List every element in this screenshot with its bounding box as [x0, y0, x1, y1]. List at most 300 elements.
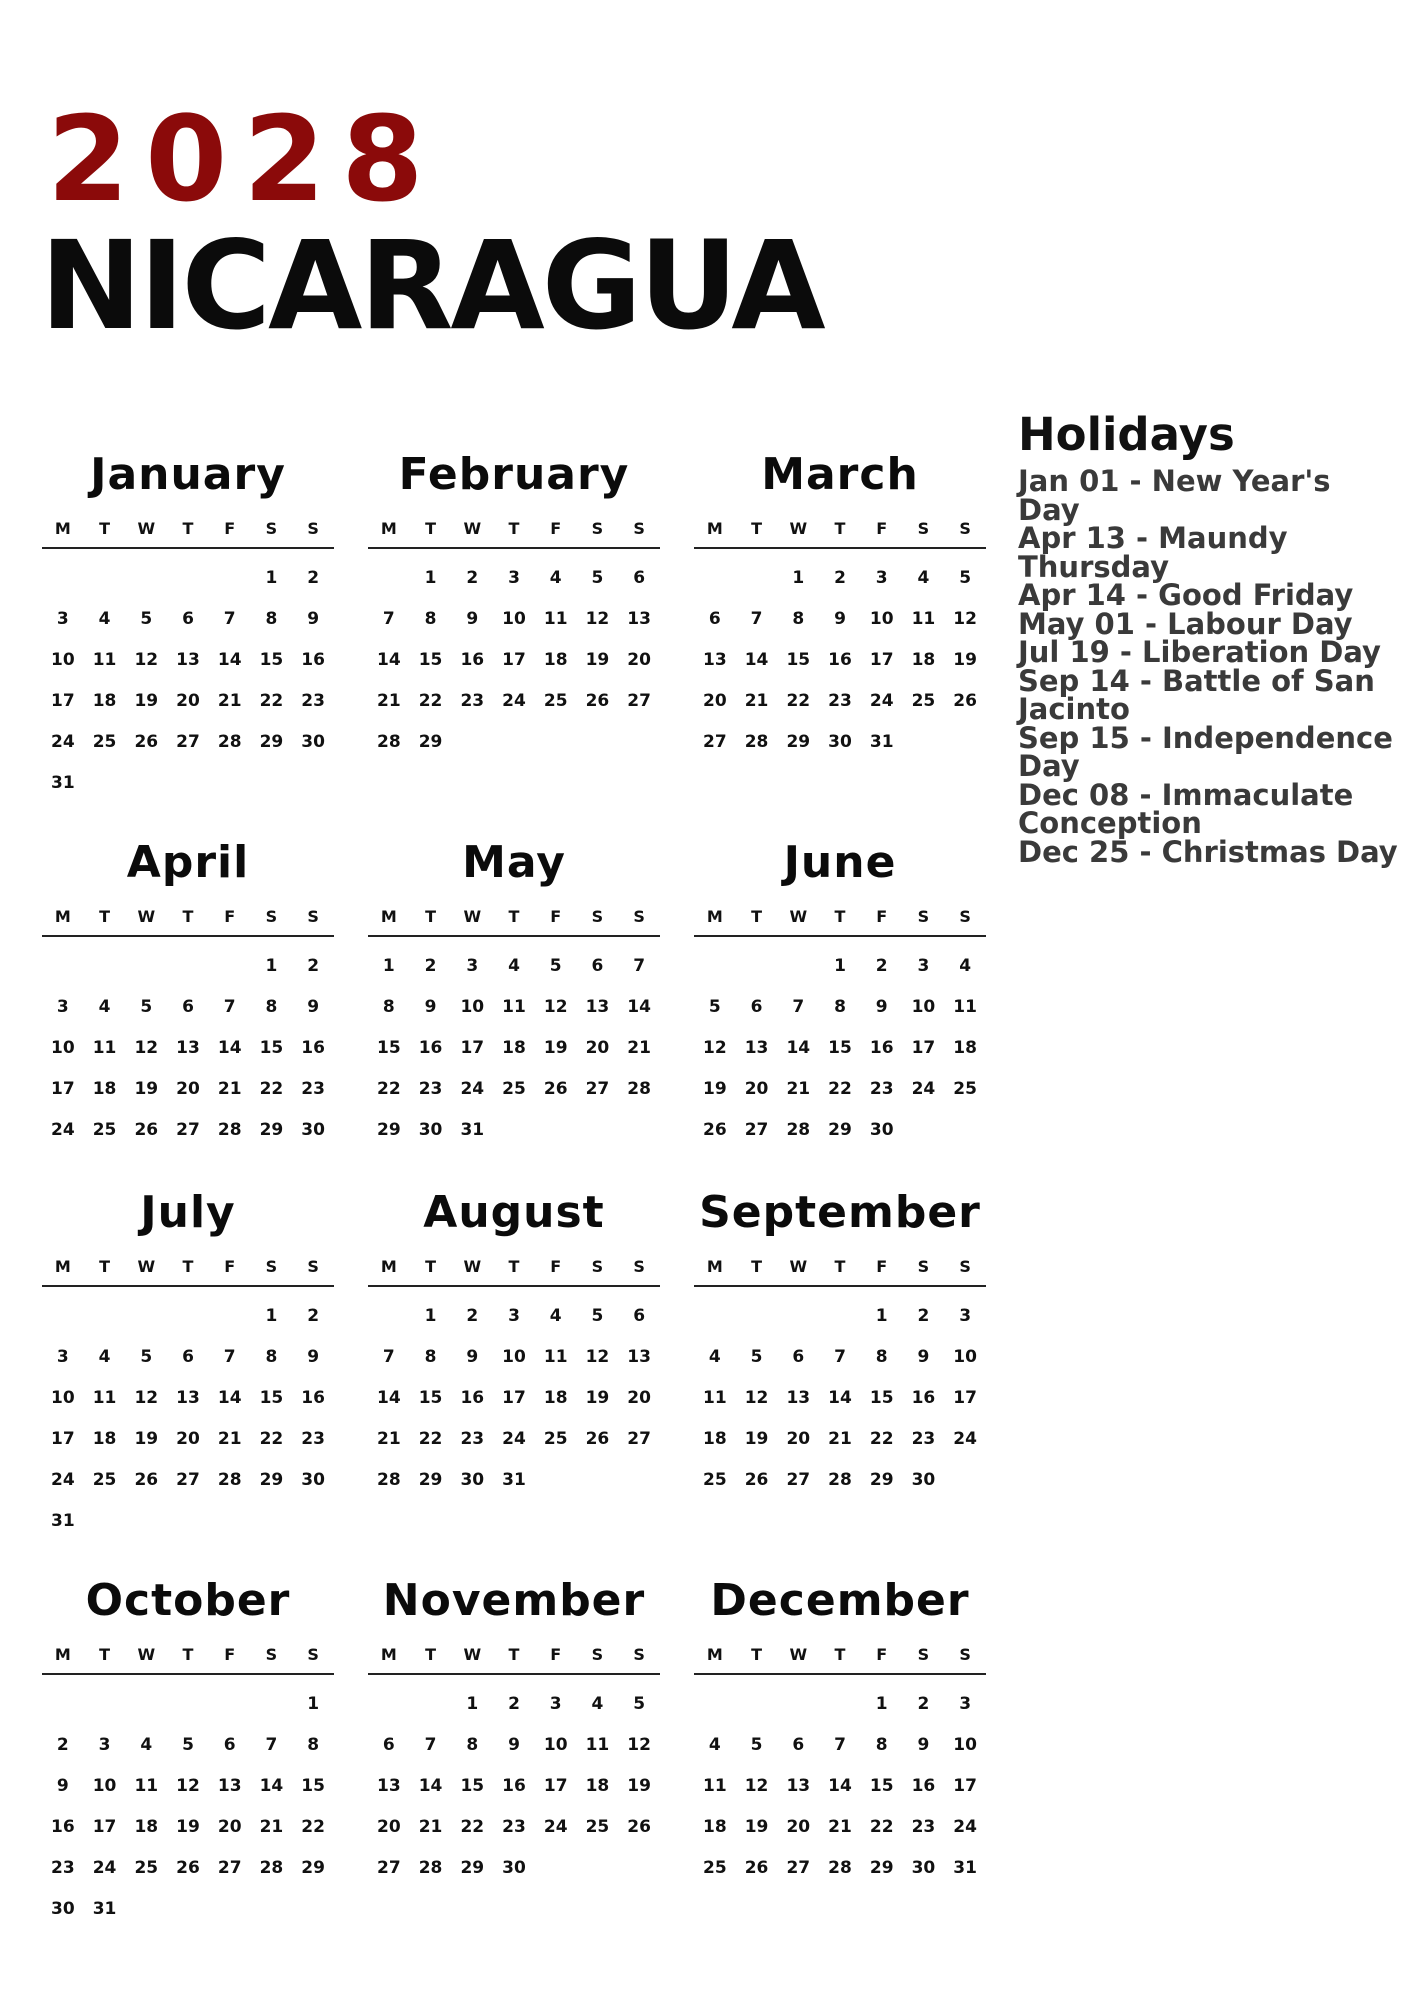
weekday-header — [694, 1247, 986, 1287]
day-cell: 26 — [134, 1469, 159, 1490]
weekday-header — [368, 897, 660, 937]
day-cell: 8 — [424, 1346, 437, 1367]
day-cell: 25 — [703, 1469, 727, 1490]
day-cell: 22 — [786, 690, 811, 711]
day-cell: 10 — [502, 608, 526, 629]
day-cell: 9 — [56, 1775, 69, 1796]
day-cell: 18 — [911, 649, 936, 670]
day-cell: 26 — [134, 731, 159, 752]
day-cell: 14 — [259, 1775, 284, 1796]
weekday-label: W — [137, 1644, 156, 1664]
day-cell: 21 — [828, 1816, 852, 1837]
day-cell: 23 — [911, 1816, 936, 1837]
holiday-item: Dec 25 - Christmas Day — [1018, 834, 1398, 869]
day-cell: 29 — [301, 1857, 325, 1878]
weekday-label: F — [550, 906, 562, 926]
day-grid — [368, 945, 660, 1150]
day-cell: 8 — [466, 1734, 479, 1755]
day-cell: 28 — [828, 1857, 852, 1878]
day-cell: 9 — [466, 1346, 479, 1367]
day-cell: 2 — [917, 1305, 930, 1326]
weekday-header — [368, 1247, 660, 1287]
weekday-label: M — [706, 1256, 723, 1276]
day-cell: 2 — [466, 1305, 479, 1326]
weekday-label: T — [182, 518, 194, 538]
weekday-label: T — [508, 906, 520, 926]
weekday-label: S — [959, 1644, 971, 1664]
day-cell: 7 — [223, 996, 236, 1017]
day-cell: 25 — [92, 1119, 117, 1140]
day-cell: 16 — [51, 1816, 75, 1837]
day-cell: 5 — [591, 1305, 604, 1326]
day-cell: 5 — [708, 996, 721, 1017]
day-cell: 27 — [627, 690, 651, 711]
day-cell: 1 — [875, 1305, 888, 1326]
day-cell: 20 — [786, 1816, 811, 1837]
day-cell: 9 — [424, 996, 437, 1017]
weekday-header — [368, 1635, 660, 1675]
day-cell: 29 — [418, 1469, 443, 1490]
weekday-label: M — [380, 1644, 397, 1664]
day-cell: 23 — [301, 1428, 325, 1449]
weekday-label: T — [751, 1644, 763, 1664]
weekday-label: T — [99, 1256, 111, 1276]
day-cell: 5 — [140, 608, 153, 629]
day-cell: 28 — [786, 1119, 811, 1140]
day-cell: 24 — [460, 1078, 485, 1099]
day-cell: 8 — [834, 996, 846, 1017]
weekday-label: S — [265, 518, 278, 538]
day-cell: 2 — [834, 567, 846, 588]
day-cell: 13 — [744, 1037, 769, 1058]
day-cell: 22 — [869, 1428, 894, 1449]
day-cell: 20 — [377, 1816, 401, 1837]
day-cell: 16 — [828, 649, 852, 670]
day-cell: 11 — [703, 1775, 727, 1796]
weekday-label: M — [706, 906, 723, 926]
weekday-label: W — [463, 1256, 482, 1276]
day-cell: 17 — [51, 1078, 75, 1099]
day-cell: 1 — [424, 1305, 437, 1326]
day-cell: 30 — [51, 1898, 75, 1919]
day-cell: 9 — [875, 996, 888, 1017]
weekday-label: W — [789, 906, 808, 926]
weekday-label: T — [834, 1256, 846, 1276]
day-cell: 30 — [301, 1469, 325, 1490]
weekday-label: M — [706, 1644, 723, 1664]
day-cell: 4 — [549, 567, 562, 588]
day-cell: 25 — [543, 1428, 568, 1449]
day-cell: 2 — [307, 955, 320, 976]
day-cell: 13 — [627, 608, 651, 629]
weekday-label: F — [550, 518, 562, 538]
day-cell: 29 — [418, 731, 443, 752]
day-cell: 17 — [911, 1037, 936, 1058]
day-cell: 11 — [92, 1387, 117, 1408]
day-cell: 10 — [51, 649, 75, 670]
day-cell: 15 — [259, 649, 284, 670]
day-cell: 3 — [549, 1693, 562, 1714]
day-cell: 12 — [953, 608, 977, 629]
day-cell: 17 — [92, 1816, 117, 1837]
day-cell: 3 — [959, 1305, 972, 1326]
day-cell: 7 — [382, 1346, 395, 1367]
weekday-label: S — [265, 906, 278, 926]
day-cell: 27 — [176, 1469, 200, 1490]
day-cell: 1 — [265, 567, 278, 588]
day-cell: 18 — [92, 1428, 117, 1449]
day-cell: 25 — [585, 1816, 610, 1837]
day-cell: 12 — [176, 1775, 200, 1796]
weekday-label: M — [706, 518, 723, 538]
day-cell: 12 — [134, 1387, 159, 1408]
day-cell: 20 — [176, 1428, 200, 1449]
day-cell: 22 — [301, 1816, 325, 1837]
day-cell: 22 — [460, 1816, 485, 1837]
day-cell: 26 — [543, 1078, 568, 1099]
day-cell: 16 — [911, 1775, 936, 1796]
day-cell: 20 — [585, 1037, 610, 1058]
day-cell: 3 — [56, 608, 69, 629]
day-cell: 30 — [301, 731, 325, 752]
day-cell: 9 — [307, 608, 320, 629]
day-cell: 28 — [418, 1857, 443, 1878]
day-cell: 30 — [911, 1857, 936, 1878]
day-cell: 13 — [176, 1037, 200, 1058]
day-cell: 30 — [911, 1469, 936, 1490]
day-cell: 9 — [508, 1734, 520, 1755]
day-cell: 15 — [869, 1387, 894, 1408]
day-grid — [368, 1295, 660, 1500]
day-cell: 8 — [265, 996, 278, 1017]
day-cell: 27 — [217, 1857, 242, 1878]
weekday-label: F — [224, 1256, 236, 1276]
weekday-label: T — [425, 1644, 437, 1664]
weekday-label: T — [99, 1644, 111, 1664]
day-cell: 19 — [744, 1428, 769, 1449]
day-cell: 23 — [51, 1857, 75, 1878]
weekday-label: W — [789, 1644, 808, 1664]
day-cell: 13 — [786, 1775, 811, 1796]
day-cell: 8 — [382, 996, 395, 1017]
day-cell: 17 — [460, 1037, 485, 1058]
month-name: May — [462, 837, 566, 888]
day-cell: 29 — [259, 731, 284, 752]
day-cell: 10 — [92, 1775, 117, 1796]
day-cell: 26 — [627, 1816, 651, 1837]
day-cell: 4 — [549, 1305, 562, 1326]
day-cell: 31 — [869, 731, 894, 752]
day-cell: 16 — [460, 1387, 485, 1408]
day-cell: 3 — [466, 955, 479, 976]
day-cell: 16 — [301, 649, 325, 670]
day-cell: 19 — [585, 649, 610, 670]
day-cell: 3 — [917, 955, 930, 976]
day-cell: 25 — [543, 690, 568, 711]
weekday-label: F — [224, 1644, 236, 1664]
day-cell: 1 — [307, 1693, 320, 1714]
day-cell: 24 — [869, 690, 894, 711]
day-grid — [42, 1295, 334, 1541]
day-grid — [368, 557, 660, 762]
day-cell: 13 — [377, 1775, 401, 1796]
day-cell: 14 — [418, 1775, 443, 1796]
day-cell: 11 — [502, 996, 526, 1017]
day-cell: 1 — [834, 955, 846, 976]
weekday-label: S — [633, 518, 645, 538]
weekday-label: W — [789, 518, 808, 538]
day-cell: 8 — [875, 1346, 888, 1367]
weekday-label: F — [224, 518, 236, 538]
day-cell: 17 — [502, 649, 526, 670]
weekday-label: T — [99, 906, 111, 926]
day-cell: 29 — [259, 1469, 284, 1490]
day-cell: 30 — [828, 731, 852, 752]
day-cell: 5 — [750, 1346, 763, 1367]
day-cell: 21 — [418, 1816, 443, 1837]
day-cell: 1 — [424, 567, 437, 588]
day-cell: 2 — [307, 567, 320, 588]
day-cell: 20 — [744, 1078, 769, 1099]
day-cell: 4 — [98, 1346, 111, 1367]
weekday-label: F — [224, 906, 236, 926]
day-cell: 22 — [828, 1078, 852, 1099]
day-cell: 10 — [953, 1734, 977, 1755]
weekday-label: T — [182, 1256, 194, 1276]
day-cell: 6 — [750, 996, 763, 1017]
day-cell: 29 — [460, 1857, 485, 1878]
day-cell: 18 — [703, 1428, 727, 1449]
weekday-label: S — [591, 518, 604, 538]
day-cell: 8 — [424, 608, 437, 629]
day-cell: 22 — [259, 1078, 284, 1099]
weekday-label: T — [425, 1256, 437, 1276]
day-cell: 16 — [911, 1387, 936, 1408]
day-cell: 25 — [92, 731, 117, 752]
weekday-label: S — [307, 1256, 319, 1276]
weekday-label: T — [182, 906, 194, 926]
weekday-label: F — [876, 1644, 888, 1664]
day-cell: 2 — [917, 1693, 930, 1714]
day-cell: 28 — [217, 1119, 242, 1140]
day-cell: 21 — [259, 1816, 284, 1837]
day-cell: 6 — [223, 1734, 236, 1755]
weekday-label: W — [463, 906, 482, 926]
month-calendar-october — [42, 1571, 334, 1951]
day-cell: 30 — [460, 1469, 485, 1490]
day-cell: 3 — [508, 1305, 520, 1326]
months-grid — [42, 445, 986, 1951]
day-cell: 16 — [301, 1037, 325, 1058]
day-cell: 17 — [502, 1387, 526, 1408]
day-cell: 22 — [377, 1078, 401, 1099]
day-cell: 24 — [953, 1428, 977, 1449]
day-cell: 28 — [217, 1469, 242, 1490]
weekday-label: T — [508, 1644, 520, 1664]
day-cell: 16 — [418, 1037, 443, 1058]
day-grid — [42, 945, 334, 1150]
day-grid — [368, 1683, 660, 1888]
weekday-label: W — [137, 1256, 156, 1276]
day-cell: 6 — [633, 1305, 646, 1326]
day-cell: 27 — [176, 1119, 200, 1140]
day-cell: 18 — [953, 1037, 977, 1058]
day-cell: 1 — [875, 1693, 888, 1714]
day-cell: 25 — [502, 1078, 526, 1099]
day-cell: 15 — [418, 649, 443, 670]
day-cell: 16 — [869, 1037, 894, 1058]
weekday-label: T — [508, 1256, 520, 1276]
day-cell: 22 — [418, 1428, 443, 1449]
day-cell: 18 — [92, 1078, 117, 1099]
day-cell: 18 — [92, 690, 117, 711]
day-cell: 21 — [377, 690, 401, 711]
day-cell: 26 — [744, 1469, 769, 1490]
weekday-label: W — [137, 518, 156, 538]
day-cell: 30 — [301, 1119, 325, 1140]
day-cell: 21 — [377, 1428, 401, 1449]
month-name: August — [423, 1187, 605, 1238]
day-cell: 21 — [744, 690, 769, 711]
weekday-label: T — [751, 1256, 763, 1276]
day-cell: 24 — [502, 1428, 526, 1449]
day-cell: 11 — [911, 608, 936, 629]
day-cell: 15 — [869, 1775, 894, 1796]
day-cell: 29 — [259, 1119, 284, 1140]
day-cell: 11 — [92, 1037, 117, 1058]
day-cell: 27 — [786, 1469, 811, 1490]
day-cell: 4 — [708, 1734, 721, 1755]
day-cell: 20 — [786, 1428, 811, 1449]
day-cell: 8 — [265, 608, 278, 629]
weekday-label: F — [550, 1644, 562, 1664]
day-cell: 15 — [786, 649, 811, 670]
day-cell: 28 — [377, 731, 401, 752]
day-cell: 28 — [627, 1078, 651, 1099]
day-cell: 7 — [633, 955, 646, 976]
day-cell: 21 — [217, 1078, 242, 1099]
weekday-label: M — [54, 518, 71, 538]
month-calendar-september — [694, 1183, 986, 1571]
day-cell: 29 — [869, 1857, 894, 1878]
holiday-item: Apr 13 - Maundy Thursday — [1018, 521, 1288, 584]
day-cell: 10 — [460, 996, 485, 1017]
day-cell: 19 — [134, 1078, 159, 1099]
day-cell: 15 — [828, 1037, 852, 1058]
day-cell: 30 — [502, 1857, 526, 1878]
day-cell: 22 — [869, 1816, 894, 1837]
day-cell: 14 — [217, 1387, 242, 1408]
day-cell: 31 — [502, 1469, 526, 1490]
day-cell: 18 — [502, 1037, 526, 1058]
day-cell: 4 — [591, 1693, 604, 1714]
holiday-item: Sep 14 - Battle of San Jacinto — [1018, 663, 1375, 726]
weekday-label: T — [751, 906, 763, 926]
day-cell: 9 — [917, 1346, 930, 1367]
weekday-label: T — [834, 1644, 846, 1664]
day-cell: 4 — [959, 955, 972, 976]
day-cell: 7 — [834, 1734, 846, 1755]
day-cell: 2 — [875, 955, 888, 976]
day-grid — [42, 557, 334, 803]
day-cell: 26 — [176, 1857, 200, 1878]
day-cell: 7 — [792, 996, 805, 1017]
day-cell: 7 — [265, 1734, 278, 1755]
weekday-label: T — [425, 518, 437, 538]
month-name: March — [761, 449, 919, 500]
day-cell: 7 — [223, 1346, 236, 1367]
weekday-label: S — [917, 518, 930, 538]
weekday-header — [694, 1635, 986, 1675]
day-cell: 5 — [591, 567, 604, 588]
day-cell: 11 — [585, 1734, 610, 1755]
month-calendar-february — [368, 445, 660, 833]
day-cell: 27 — [703, 731, 727, 752]
day-cell: 7 — [424, 1734, 437, 1755]
day-cell: 15 — [460, 1775, 485, 1796]
day-cell: 12 — [585, 608, 610, 629]
holiday-item: Sep 15 - Independence Day — [1018, 720, 1393, 783]
day-cell: 24 — [92, 1857, 117, 1878]
day-cell: 28 — [377, 1469, 401, 1490]
weekday-label: W — [789, 1256, 808, 1276]
day-cell: 26 — [585, 1428, 610, 1449]
day-cell: 5 — [140, 1346, 153, 1367]
day-cell: 10 — [51, 1387, 75, 1408]
day-cell: 31 — [51, 772, 75, 793]
day-cell: 11 — [134, 1775, 159, 1796]
day-cell: 24 — [51, 1469, 75, 1490]
weekday-label: M — [54, 906, 71, 926]
day-cell: 4 — [98, 608, 111, 629]
weekday-label: S — [265, 1256, 278, 1276]
weekday-label: F — [550, 1256, 562, 1276]
weekday-label: T — [751, 518, 763, 538]
day-cell: 14 — [217, 649, 242, 670]
day-cell: 21 — [828, 1428, 852, 1449]
day-cell: 27 — [585, 1078, 610, 1099]
day-cell: 25 — [911, 690, 936, 711]
holiday-item: May 01 - Labour Day — [1018, 606, 1353, 641]
day-cell: 5 — [750, 1734, 763, 1755]
day-cell: 14 — [627, 996, 651, 1017]
day-cell: 8 — [265, 1346, 278, 1367]
day-cell: 7 — [750, 608, 763, 629]
day-cell: 14 — [786, 1037, 811, 1058]
month-name: October — [85, 1575, 291, 1626]
day-cell: 26 — [953, 690, 977, 711]
weekday-header — [42, 509, 334, 549]
day-cell: 5 — [959, 567, 972, 588]
weekday-label: W — [463, 1644, 482, 1664]
holidays-panel — [1018, 408, 1398, 869]
day-cell: 15 — [377, 1037, 401, 1058]
day-cell: 14 — [377, 1387, 401, 1408]
weekday-label: S — [959, 906, 971, 926]
weekday-label: F — [876, 906, 888, 926]
day-cell: 9 — [834, 608, 846, 629]
weekday-header — [368, 509, 660, 549]
day-cell: 19 — [134, 1428, 159, 1449]
day-cell: 23 — [502, 1816, 526, 1837]
month-calendar-july — [42, 1183, 334, 1571]
day-cell: 28 — [259, 1857, 284, 1878]
weekday-label: W — [463, 518, 482, 538]
weekday-label: T — [834, 906, 846, 926]
day-cell: 10 — [502, 1346, 526, 1367]
day-grid — [694, 945, 986, 1150]
day-cell: 16 — [301, 1387, 325, 1408]
